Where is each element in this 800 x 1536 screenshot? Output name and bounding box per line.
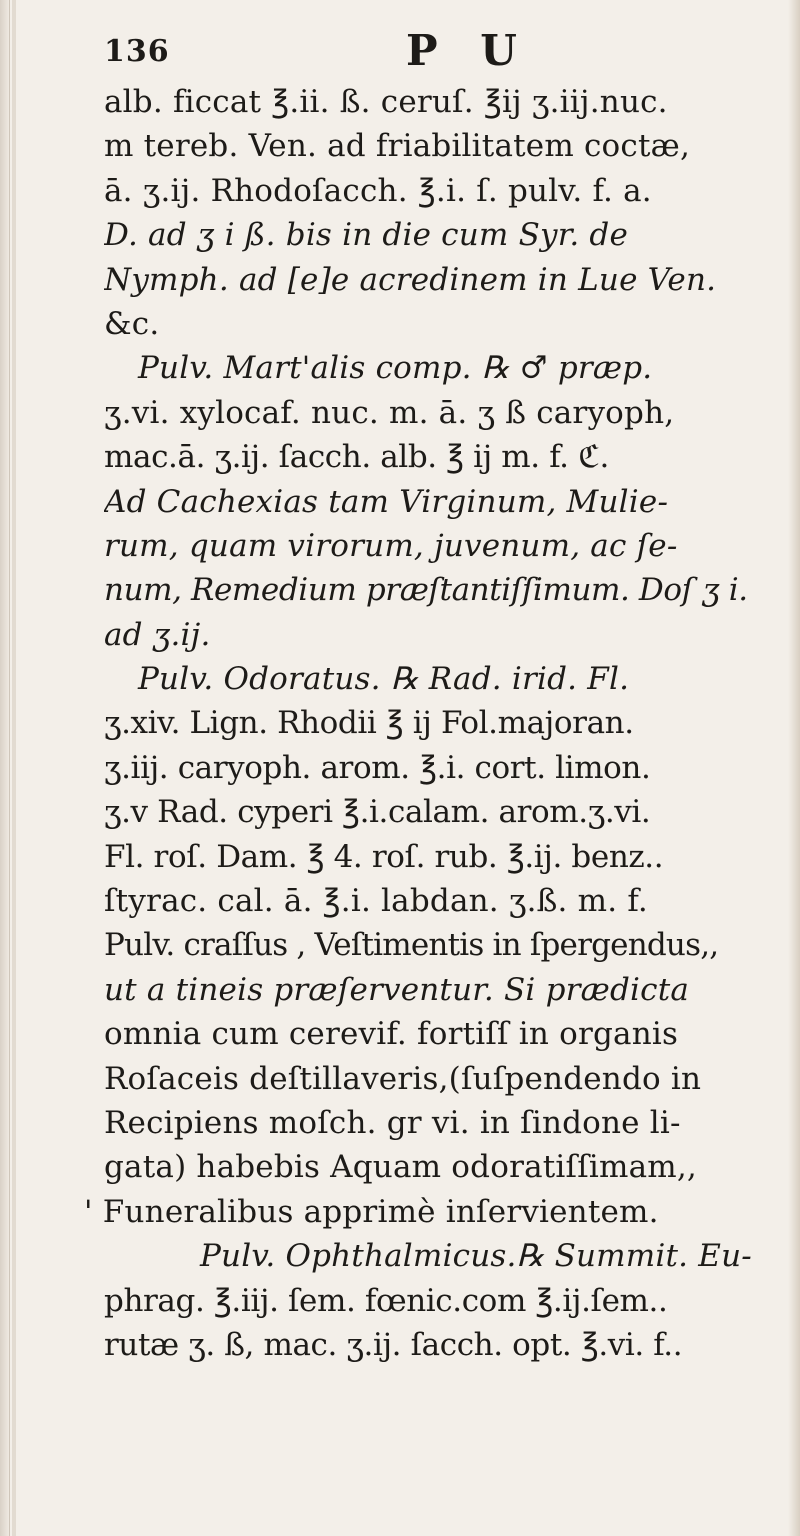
- text-line: omnia cum cerevif. fortiſſ in organis: [104, 1016, 679, 1053]
- text-line: ʒ.v Rad. cyperi ℥.i.calam. arom.ʒ.vi.: [104, 794, 651, 831]
- page-edge-left-inner: [12, 0, 16, 1536]
- text-line: Recipiens moſch. gr vi. in ſindone li-: [104, 1104, 681, 1141]
- text-line: Pulv. Mart'alis comp. ℞ ♂ præp.: [138, 350, 653, 387]
- text-line: Roſaceis deſtillaveris,(ſuſpendendo in: [104, 1060, 702, 1097]
- text-line: Pulv. craſſus , Veſtimentis in ſpergendus,,: [104, 927, 719, 964]
- text-line: Fl. roſ. Dam. ℥ 4. roſ. rub. ℥.ij. benz..: [104, 838, 664, 875]
- text-line: ʒ.vi. xylocaf. nuc. m. ā. ʒ ß caryoph,: [104, 394, 675, 431]
- running-head: P U: [406, 26, 531, 75]
- text-line: phrag. ℥.iij. ſem. fœnic.com ℥.ij.ſem..: [104, 1282, 668, 1319]
- text-line: ſtyrac. cal. ā. ℥.i. labdan. ʒ.ß. m. f.: [104, 883, 648, 920]
- text-line: Ad Cachexias tam Virginum, Mulie-: [104, 483, 669, 520]
- text-line: &c.: [104, 305, 160, 342]
- text-block: [84, 80, 794, 1367]
- text-line: Pulv. Ophthalmicus.℞ Summit. Eu-: [200, 1238, 752, 1275]
- text-line: ' Funeralibus apprimè inſervientem.: [84, 1193, 659, 1230]
- text-line: Nymph. ad [e]e acredinem in Lue Ven.: [104, 261, 717, 298]
- text-line: ʒ.xiv. Lign. Rhodii ℥ ij Fol.majoran.: [104, 705, 634, 742]
- page-number: 136: [104, 34, 170, 69]
- text-line: num, Remedium præſtantiſſimum. Doſ ʒ i.: [104, 572, 748, 609]
- text-line: alb. ficcat ℥.ii. ß. ceruſ. ℥ij ʒ.iij.nuc.: [104, 84, 668, 120]
- text-line: ʒ.iij. caryoph. arom. ℥.i. cort. limon.: [104, 749, 651, 786]
- text-line: m tereb. Ven. ad friabilitatem coctæ,: [104, 128, 691, 165]
- text-line: ā. ʒ.ij. Rhodoſacch. ℥.i. ſ. pulv. f. a.: [104, 172, 652, 209]
- text-line: ad ʒ.ij.: [104, 616, 211, 653]
- text-line: mac.ā. ʒ.ij. ſacch. alb. ℥ ij m. f. ℭ.: [104, 439, 609, 476]
- page-edge-left: [0, 0, 10, 1536]
- text-line: ut a tineis præſerventur. Si prædicta: [104, 971, 690, 1008]
- text-line: Pulv. Odoratus. ℞ Rad. irid. Fl.: [138, 661, 630, 698]
- text-line: gata) habebis Aquam odoratiſſimam,,: [104, 1149, 697, 1186]
- text-line: rum, quam virorum, juvenum, ac ſe-: [104, 527, 678, 564]
- text-line: D. ad ʒ i ß. bis in die cum Syr. de: [104, 217, 629, 254]
- page-header: [104, 26, 764, 78]
- text-line: rutæ ʒ. ß, mac. ʒ.ij. ſacch. opt. ℥.vi. f..: [104, 1326, 683, 1363]
